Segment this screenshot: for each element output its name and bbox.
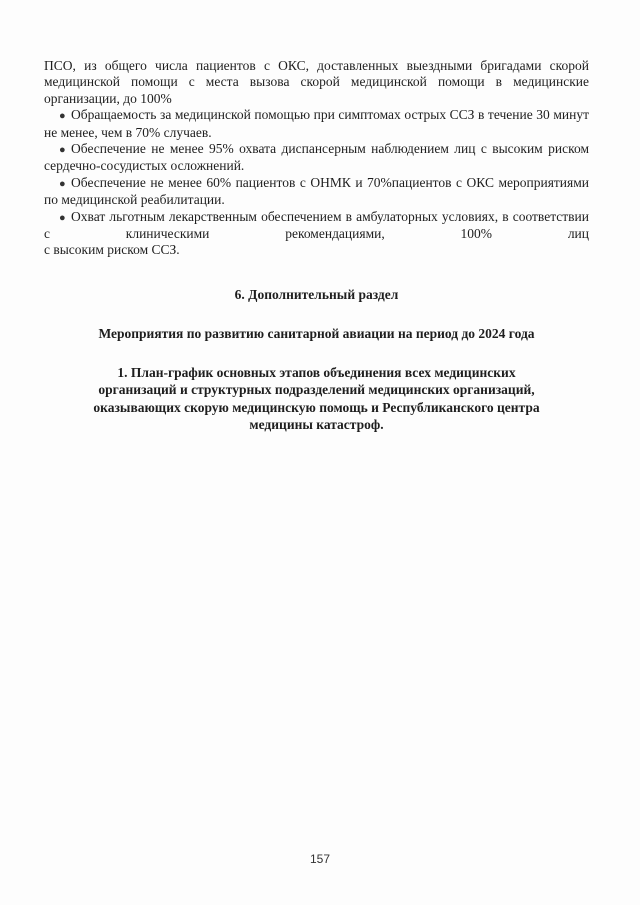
plan-schedule-title bbox=[44, 364, 589, 434]
bullet-text-1: Обращаемость за медицинской помощью при симптомах острых ССЗ в течение 30 минут не менее, чем в 70% случаев. bbox=[44, 107, 589, 140]
plan-title-line-4: медицины катастроф. bbox=[249, 417, 384, 433]
intro-paragraph: ПСО, из общего числа пациентов с ОКС, доставленных выездными бригадами скорой медицинской помощи с места вызова скорой медицинской помощи в медицинские организации, до 100% bbox=[44, 58, 589, 106]
bullet-item-1 bbox=[44, 107, 589, 141]
bullet-icon: ● bbox=[59, 144, 66, 157]
bullet-text-4-end: лиц bbox=[567, 226, 589, 242]
bullet-item-4-continuation: с высоким риском ССЗ. bbox=[44, 242, 180, 258]
section-subtitle: Мероприятия по развитию санитарной авиации на период до 2024 года bbox=[98, 325, 535, 341]
bullet-icon: ● bbox=[59, 211, 66, 224]
bullet-text-4: Охват льготным лекарственным обеспечением в амбулаторных условиях, в соответствии с клиническими рекомендациями, 100% bbox=[44, 208, 589, 242]
bullet-icon: ● bbox=[59, 177, 66, 190]
bullet-item-2 bbox=[44, 141, 589, 175]
section-title: 6. Дополнительный раздел bbox=[234, 286, 399, 302]
plan-title-line-3: оказывающих скорую медицинскую помощь и Республиканского центра bbox=[93, 399, 540, 415]
document-page bbox=[44, 58, 589, 434]
bullet-item-4 bbox=[44, 209, 589, 243]
page-number: 157 bbox=[309, 852, 331, 866]
bullet-icon: ● bbox=[59, 110, 66, 123]
bullet-text-2: Обеспечение не менее 95% охвата диспансерным наблюдением лиц с высоким риском сердечно-сосудистых осложнений. bbox=[44, 141, 589, 174]
bullet-item-3 bbox=[44, 175, 589, 209]
plan-title-line-1: 1. План-график основных этапов объединения всех медицинских bbox=[117, 364, 516, 380]
bullet-text-3: Обеспечение не менее 60% пациентов с ОНМК и 70%пациентов с ОКС мероприятиями по медицинской реабилитации. bbox=[44, 174, 589, 208]
plan-title-line-2: организаций и структурных подразделений медицинских организаций, bbox=[98, 382, 535, 398]
